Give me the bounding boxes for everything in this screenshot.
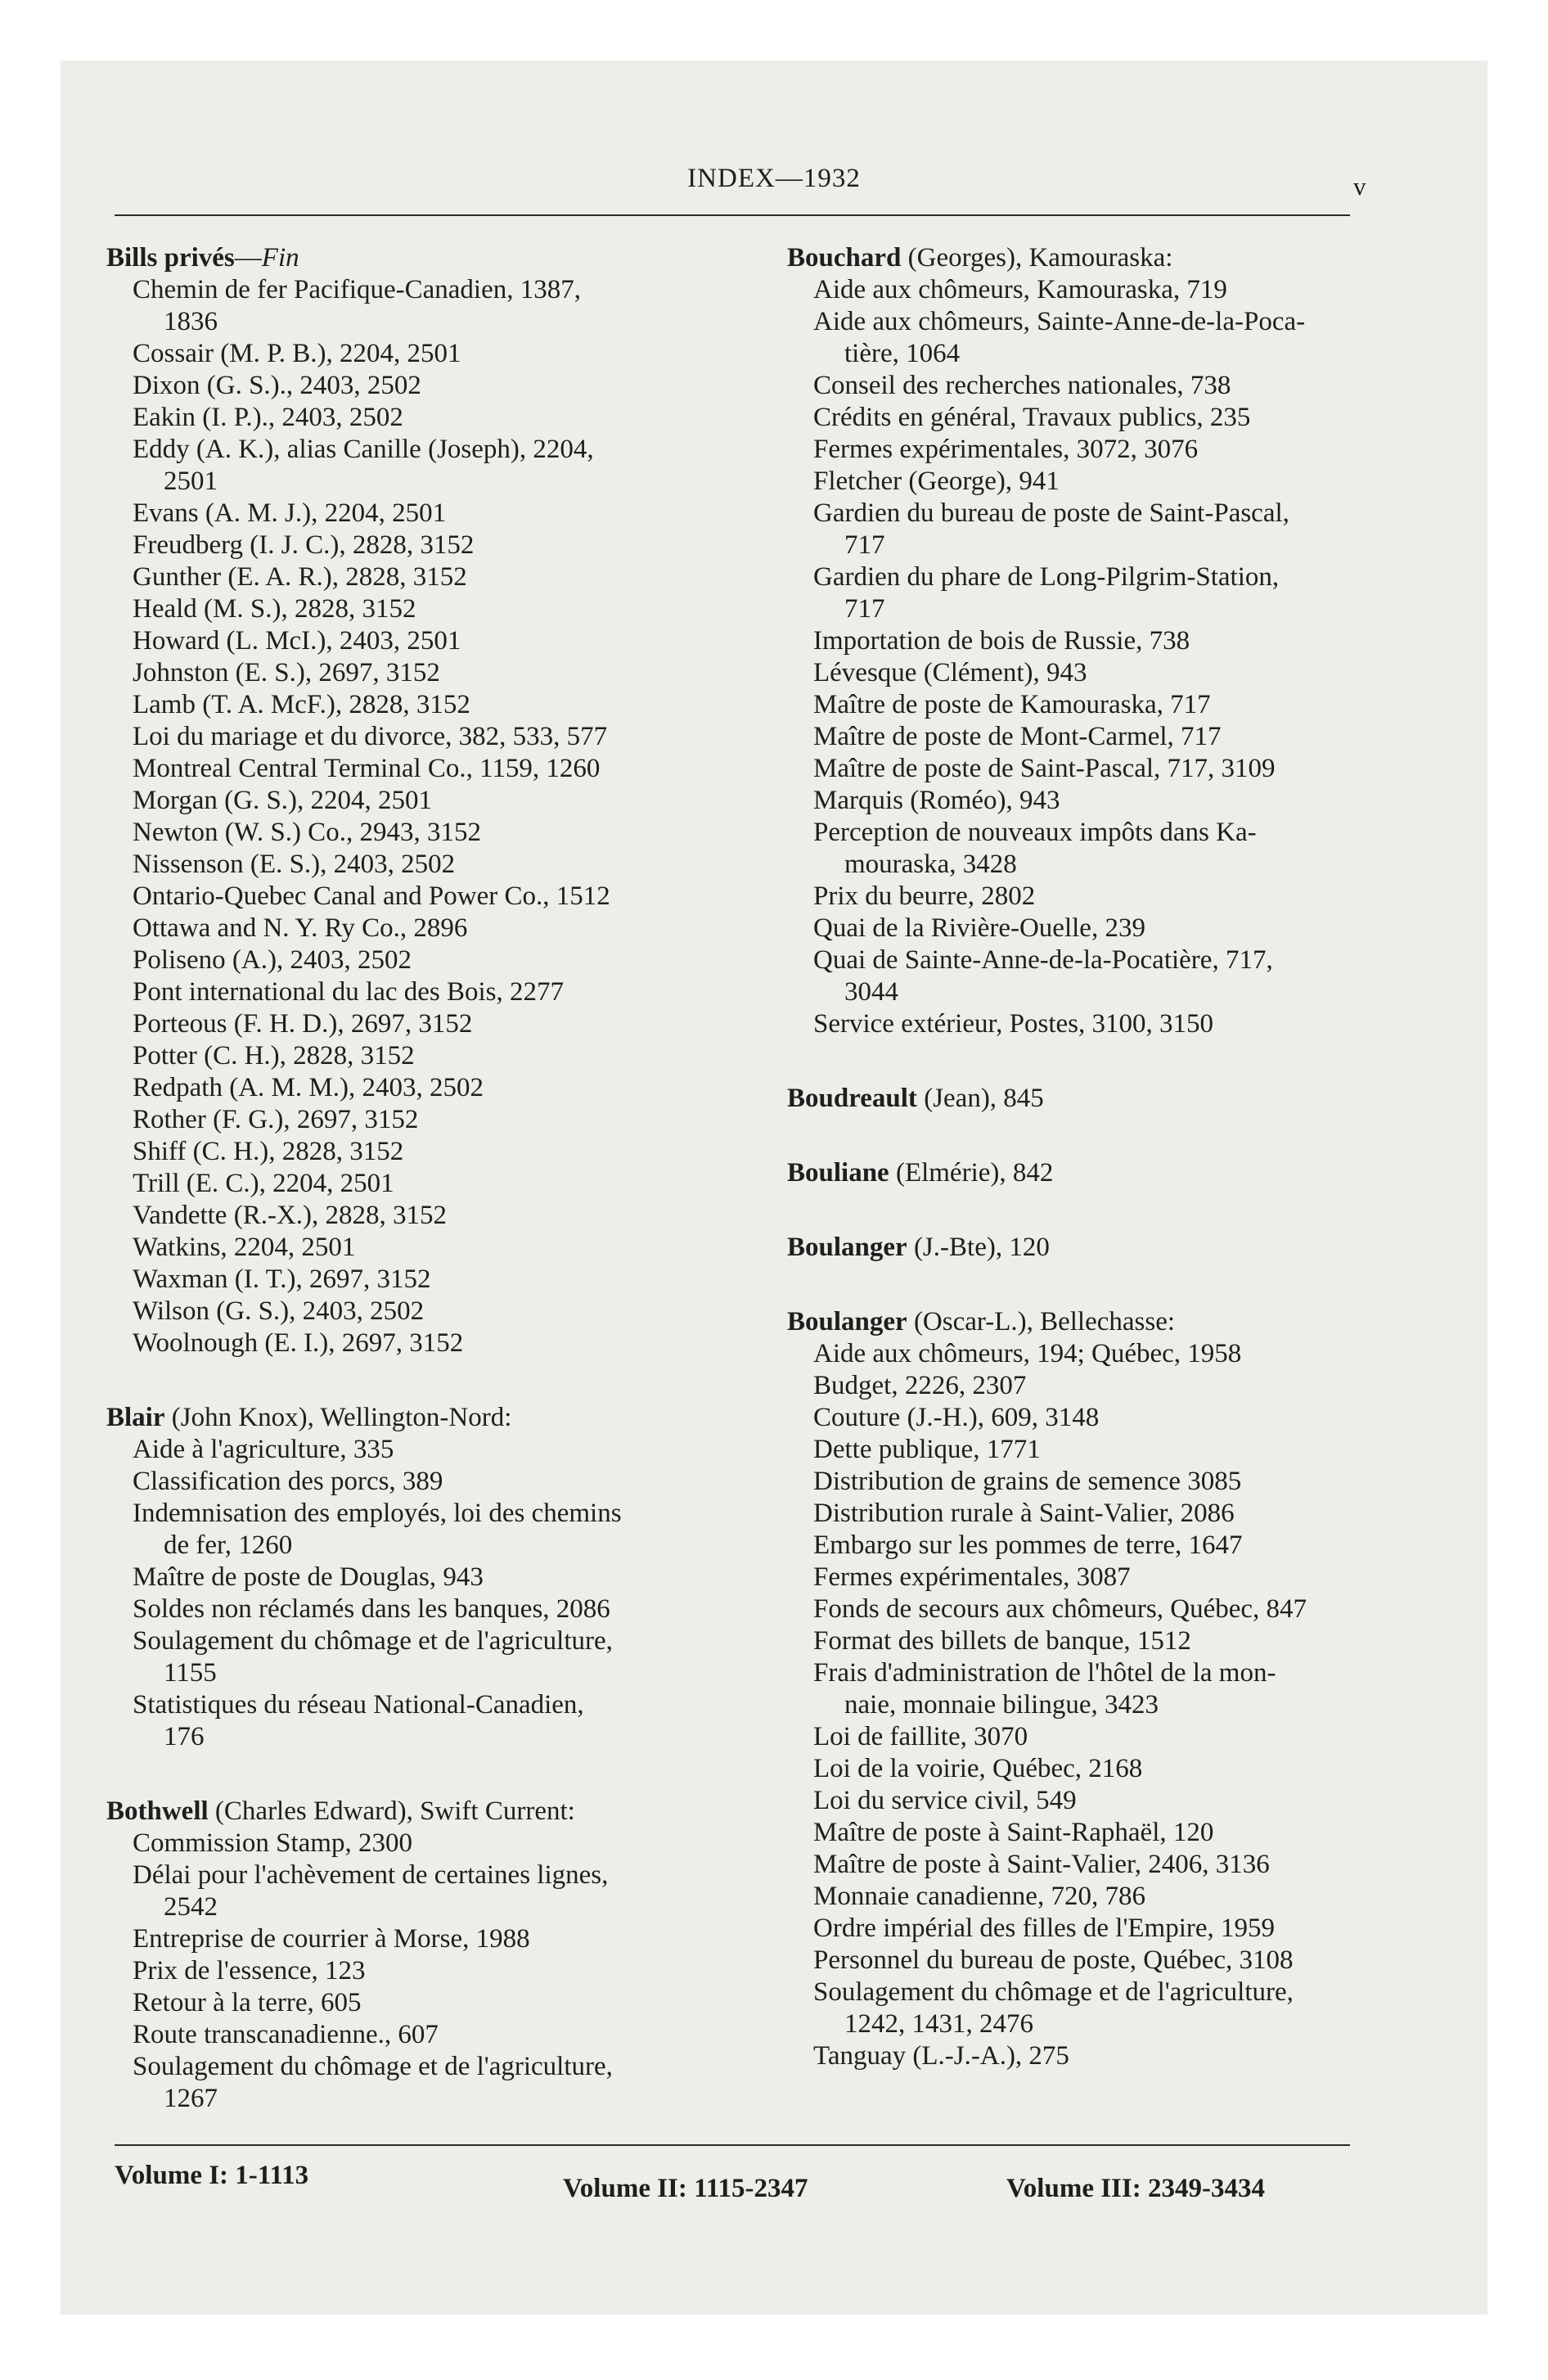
index-entry-text: Prix du beurre, 2802 bbox=[813, 881, 1036, 911]
bills-list bbox=[106, 274, 728, 1359]
index-entry-text: Budget, 2226, 2307 bbox=[813, 1371, 1027, 1400]
index-entry-text: Gunther (E. A. R.), 2828, 3152 bbox=[133, 562, 467, 592]
index-entry bbox=[106, 498, 728, 530]
bills-heading-bold: Bills privés bbox=[106, 243, 235, 273]
index-entry-text: Monnaie canadienne, 720, 786 bbox=[813, 1882, 1145, 1911]
index-entry-text: Woolnough (E. I.), 2697, 3152 bbox=[133, 1328, 464, 1358]
index-entry bbox=[787, 913, 1409, 944]
index-entry bbox=[787, 1785, 1409, 1817]
index-entry-text: Commission Stamp, 2300 bbox=[133, 1828, 412, 1858]
index-entry-text: Loi de la voirie, Québec, 2168 bbox=[813, 1754, 1143, 1783]
index-entry bbox=[787, 1657, 1409, 1721]
index-entry bbox=[106, 274, 728, 338]
index-entry-text: Maître de poste à Saint-Valier, 2406, 3136 bbox=[813, 1850, 1270, 1879]
index-entry bbox=[787, 689, 1409, 721]
index-entry-text: Montreal Central Terminal Co., 1159, 1260 bbox=[133, 754, 601, 783]
index-entry bbox=[106, 849, 728, 881]
index-entry bbox=[787, 944, 1409, 1008]
index-entry bbox=[106, 1955, 728, 1987]
index-entry bbox=[787, 721, 1409, 753]
index-entry-text: Trill (E. C.), 2204, 2501 bbox=[133, 1169, 394, 1198]
index-entry bbox=[787, 1977, 1409, 2040]
index-entry-continuation: 1267 bbox=[164, 2084, 218, 2113]
index-entry-text: Morgan (G. S.), 2204, 2501 bbox=[133, 786, 433, 815]
index-entry-text: Perception de nouveaux impôts dans Ka- bbox=[813, 818, 1257, 847]
index-entry bbox=[787, 1466, 1409, 1498]
bills-heading bbox=[106, 242, 728, 274]
index-entry bbox=[787, 1434, 1409, 1466]
index-entry bbox=[106, 1264, 728, 1296]
index-entry-text: Gardien du phare de Long-Pilgrim-Station, bbox=[813, 562, 1280, 592]
index-entry bbox=[106, 1072, 728, 1104]
index-entry-text: Ordre impérial des filles de l'Empire, 1959 bbox=[813, 1913, 1276, 1943]
index-entry bbox=[787, 1817, 1409, 1849]
index-entry-text: Loi de faillite, 3070 bbox=[813, 1722, 1028, 1751]
index-entry-text: Maître de poste de Douglas, 943 bbox=[133, 1562, 484, 1592]
index-entry-text: Embargo sur les pommes de terre, 1647 bbox=[813, 1530, 1243, 1560]
index-entry bbox=[106, 2019, 728, 2051]
index-entry-text: Prix de l'essence, 123 bbox=[133, 1956, 366, 1986]
index-entry-text: Loi du service civil, 549 bbox=[813, 1786, 1077, 1815]
index-entry-continuation: 2542 bbox=[164, 1892, 218, 1922]
index-entry bbox=[106, 817, 728, 849]
index-entry-text: Wilson (G. S.), 2403, 2502 bbox=[133, 1296, 425, 1326]
index-entry-text: Howard (L. McI.), 2403, 2501 bbox=[133, 626, 461, 656]
left-column bbox=[106, 242, 728, 2115]
index-entry bbox=[106, 1562, 728, 1593]
index-entry bbox=[106, 1689, 728, 1753]
index-entry bbox=[106, 1327, 728, 1359]
index-entry-text: Pont international du lac des Bois, 2277 bbox=[133, 977, 565, 1007]
index-entry bbox=[787, 625, 1409, 657]
blair-heading bbox=[106, 1402, 728, 1434]
index-entry bbox=[106, 1923, 728, 1955]
index-entry bbox=[787, 370, 1409, 402]
index-entry-text: Lévesque (Clément), 943 bbox=[813, 658, 1087, 687]
index-entry-continuation: tière, 1064 bbox=[844, 339, 961, 368]
boudreault-name: Boudreault bbox=[787, 1084, 917, 1113]
index-entry-text: Aide aux chômeurs, Kamouraska, 719 bbox=[813, 275, 1227, 304]
index-entry-text: Aide à l'agriculture, 335 bbox=[133, 1435, 394, 1464]
index-entry-text: Importation de bois de Russie, 738 bbox=[813, 626, 1190, 656]
index-entry-text: Soulagement du chômage et de l'agriculture, bbox=[813, 1977, 1294, 2007]
index-entry bbox=[106, 689, 728, 721]
bouchard-rest: (Georges), Kamouraska: bbox=[901, 243, 1173, 273]
index-entry bbox=[106, 530, 728, 561]
index-entry-text: Watkins, 2204, 2501 bbox=[133, 1233, 356, 1262]
index-entry bbox=[787, 1593, 1409, 1625]
index-entry-text: Freudberg (I. J. C.), 2828, 3152 bbox=[133, 530, 475, 560]
index-entry bbox=[787, 1530, 1409, 1562]
index-entry-text: Soldes non réclamés dans les banques, 2086 bbox=[133, 1594, 610, 1624]
index-entry-continuation: 717 bbox=[844, 594, 885, 624]
index-entry-text: Soulagement du chômage et de l'agriculture, bbox=[133, 1626, 613, 1656]
index-entry bbox=[106, 944, 728, 976]
blair-name: Blair bbox=[106, 1403, 165, 1432]
index-entry-text: Gardien du bureau de poste de Saint-Pascal, bbox=[813, 498, 1289, 528]
index-entry-text: Aide aux chômeurs, 194; Québec, 1958 bbox=[813, 1339, 1242, 1368]
index-entry bbox=[787, 1721, 1409, 1753]
index-entry-text: Loi du mariage et du divorce, 382, 533, 577 bbox=[133, 722, 608, 751]
volume-3-range: Volume III: 2349-3434 bbox=[1006, 2174, 1265, 2203]
index-entry bbox=[787, 434, 1409, 466]
index-entry-text: Frais d'administration de l'hôtel de la mon- bbox=[813, 1658, 1276, 1688]
bothwell-heading bbox=[106, 1796, 728, 1828]
boulanger-oscar-rest: (Oscar-L.), Bellechasse: bbox=[907, 1307, 1176, 1336]
index-entry-text: Retour à la terre, 605 bbox=[133, 1988, 362, 2017]
index-entry bbox=[106, 657, 728, 689]
index-entry bbox=[787, 1881, 1409, 1913]
boudreault-rest: (Jean), 845 bbox=[916, 1084, 1044, 1113]
index-entry bbox=[106, 721, 728, 753]
index-entry-text: Porteous (F. H. D.), 2697, 3152 bbox=[133, 1009, 473, 1039]
index-entry-text: Aide aux chômeurs, Sainte-Anne-de-la-Poca- bbox=[813, 307, 1306, 336]
index-entry-text: Poliseno (A.), 2403, 2502 bbox=[133, 945, 412, 975]
boulanger-jbte-heading bbox=[787, 1232, 1409, 1264]
right-column bbox=[787, 242, 1409, 2072]
index-entry bbox=[106, 561, 728, 593]
bothwell-list bbox=[106, 1828, 728, 2115]
index-entry bbox=[106, 753, 728, 785]
bouchard-heading bbox=[787, 242, 1409, 274]
index-entry bbox=[106, 1136, 728, 1168]
index-entry-text: Délai pour l'achèvement de certaines lignes, bbox=[133, 1860, 609, 1890]
index-entry-text: Distribution de grains de semence 3085 bbox=[813, 1467, 1242, 1496]
index-entry-text: Dette publique, 1771 bbox=[813, 1435, 1041, 1464]
index-entry-text: Crédits en général, Travaux publics, 235 bbox=[813, 403, 1251, 432]
index-entry-text: Route transcanadienne., 607 bbox=[133, 2020, 439, 2049]
index-entry bbox=[106, 1008, 728, 1040]
index-entry-text: Johnston (E. S.), 2697, 3152 bbox=[133, 658, 440, 687]
index-entry-text: Personnel du bureau de poste, Québec, 3108 bbox=[813, 1945, 1294, 1975]
index-entry bbox=[787, 2040, 1409, 2072]
index-entry-text: Conseil des recherches nationales, 738 bbox=[813, 371, 1231, 400]
bothwell-name: Bothwell bbox=[106, 1796, 209, 1826]
index-entry bbox=[106, 625, 728, 657]
index-entry-continuation: 2501 bbox=[164, 467, 218, 496]
footer-rule bbox=[115, 2144, 1350, 2146]
index-entry bbox=[787, 1753, 1409, 1785]
index-entry-text: Fonds de secours aux chômeurs, Québec, 847 bbox=[813, 1594, 1307, 1624]
index-entry bbox=[106, 338, 728, 370]
bouliane-name: Bouliane bbox=[787, 1158, 889, 1188]
index-entry bbox=[787, 306, 1409, 370]
header-rule bbox=[115, 214, 1350, 216]
index-entry-text: Quai de la Rivière-Ouelle, 239 bbox=[813, 913, 1145, 943]
index-entry-text: Maître de poste de Saint-Pascal, 717, 3109 bbox=[813, 754, 1276, 783]
index-entry-text: Distribution rurale à Saint-Valier, 2086 bbox=[813, 1499, 1235, 1528]
index-entry bbox=[106, 1200, 728, 1232]
index-entry-text: Fermes expérimentales, 3087 bbox=[813, 1562, 1131, 1592]
index-entry bbox=[787, 785, 1409, 817]
index-entry bbox=[787, 1625, 1409, 1657]
index-entry bbox=[106, 1040, 728, 1072]
index-entry bbox=[787, 1370, 1409, 1402]
index-entry bbox=[106, 1828, 728, 1859]
bouchard-list bbox=[787, 274, 1409, 1040]
bouliane-heading bbox=[787, 1157, 1409, 1189]
index-entry bbox=[787, 274, 1409, 306]
index-entry-text: Redpath (A. M. M.), 2403, 2502 bbox=[133, 1073, 484, 1102]
index-entry bbox=[106, 1466, 728, 1498]
index-entry-continuation: 1242, 1431, 2476 bbox=[844, 2009, 1033, 2039]
index-entry-text: Quai de Sainte-Anne-de-la-Pocatière, 717, bbox=[813, 945, 1273, 975]
index-entry-text: Classification des porcs, 389 bbox=[133, 1467, 443, 1496]
index-entry-text: Rother (F. G.), 2697, 3152 bbox=[133, 1105, 419, 1134]
index-entry-text: Format des billets de banque, 1512 bbox=[813, 1626, 1191, 1656]
bills-heading-dash: — bbox=[234, 243, 262, 273]
index-entry bbox=[106, 593, 728, 625]
blair-rest: (John Knox), Wellington-Nord: bbox=[164, 1403, 512, 1432]
bills-heading-italic: Fin bbox=[261, 243, 299, 273]
blair-list bbox=[106, 1434, 728, 1753]
index-entry-text: Tanguay (L.-J.-A.), 275 bbox=[813, 2041, 1069, 2071]
index-entry-continuation: 1155 bbox=[164, 1658, 217, 1688]
boudreault-heading bbox=[787, 1083, 1409, 1115]
index-entry bbox=[787, 402, 1409, 434]
index-entry bbox=[787, 498, 1409, 561]
index-entry bbox=[787, 466, 1409, 498]
index-entry bbox=[106, 785, 728, 817]
index-entry-text: Service extérieur, Postes, 3100, 3150 bbox=[813, 1009, 1213, 1039]
index-entry-text: Couture (J.-H.), 609, 3148 bbox=[813, 1403, 1100, 1432]
index-entry bbox=[787, 1945, 1409, 1977]
index-entry-text: Fermes expérimentales, 3072, 3076 bbox=[813, 435, 1199, 464]
index-entry bbox=[787, 1498, 1409, 1530]
index-entry-text: Eakin (I. P.)., 2403, 2502 bbox=[133, 403, 403, 432]
index-entry bbox=[787, 1913, 1409, 1945]
index-entry-text: Cossair (M. P. B.), 2204, 2501 bbox=[133, 339, 461, 368]
index-entry-text: Entreprise de courrier à Morse, 1988 bbox=[133, 1924, 530, 1954]
index-entry bbox=[106, 1434, 728, 1466]
index-entry bbox=[106, 370, 728, 402]
boulanger-oscar-list bbox=[787, 1338, 1409, 2072]
index-entry bbox=[106, 976, 728, 1008]
index-entry bbox=[787, 1562, 1409, 1593]
index-entry bbox=[787, 561, 1409, 625]
index-entry bbox=[787, 1402, 1409, 1434]
index-entry-text: Potter (C. H.), 2828, 3152 bbox=[133, 1041, 415, 1071]
index-entry-text: Newton (W. S.) Co., 2943, 3152 bbox=[133, 818, 481, 847]
index-entry-text: Vandette (R.-X.), 2828, 3152 bbox=[133, 1201, 448, 1230]
index-entry-text: Heald (M. S.), 2828, 3152 bbox=[133, 594, 416, 624]
boulanger-oscar-name: Boulanger bbox=[787, 1307, 907, 1336]
page-number: v bbox=[1353, 172, 1366, 201]
index-entry-text: Maître de poste à Saint-Raphaël, 120 bbox=[813, 1818, 1214, 1847]
page-title: INDEX—1932 bbox=[687, 164, 861, 193]
bouliane-rest: (Elmérie), 842 bbox=[889, 1158, 1054, 1188]
boulanger-jbte-name: Boulanger bbox=[787, 1233, 907, 1262]
index-entry bbox=[106, 1232, 728, 1264]
index-entry-continuation: 717 bbox=[844, 530, 885, 560]
index-entry-text: Soulagement du chômage et de l'agriculture, bbox=[133, 2052, 613, 2081]
index-entry bbox=[106, 402, 728, 434]
index-entry-text: Maître de poste de Mont-Carmel, 717 bbox=[813, 722, 1222, 751]
index-entry-text: Ontario-Quebec Canal and Power Co., 1512 bbox=[133, 881, 610, 911]
index-entry-text: Nissenson (E. S.), 2403, 2502 bbox=[133, 850, 456, 879]
index-entry bbox=[106, 1625, 728, 1689]
index-entry bbox=[787, 881, 1409, 913]
index-entry-text: Lamb (T. A. McF.), 2828, 3152 bbox=[133, 690, 470, 719]
index-entry-text: Dixon (G. S.)., 2403, 2502 bbox=[133, 371, 421, 400]
index-entry-text: Maître de poste de Kamouraska, 717 bbox=[813, 690, 1211, 719]
index-entry-text: Shiff (C. H.), 2828, 3152 bbox=[133, 1137, 404, 1166]
index-entry-continuation: 3044 bbox=[844, 977, 898, 1007]
index-entry bbox=[106, 1498, 728, 1562]
index-entry-text: Evans (A. M. J.), 2204, 2501 bbox=[133, 498, 447, 528]
index-entry-continuation: de fer, 1260 bbox=[164, 1530, 293, 1560]
index-entry bbox=[106, 1593, 728, 1625]
index-entry-text: Waxman (I. T.), 2697, 3152 bbox=[133, 1264, 431, 1294]
bothwell-rest: (Charles Edward), Swift Current: bbox=[208, 1796, 575, 1826]
index-entry bbox=[787, 817, 1409, 881]
index-entry bbox=[787, 753, 1409, 785]
index-entry bbox=[106, 1296, 728, 1327]
index-entry-continuation: mouraska, 3428 bbox=[844, 850, 1017, 879]
index-entry bbox=[106, 913, 728, 944]
boulanger-jbte-rest: (J.-Bte), 120 bbox=[907, 1233, 1050, 1262]
volume-1-range: Volume I: 1-1113 bbox=[115, 2161, 309, 2190]
index-entry-text: Marquis (Roméo), 943 bbox=[813, 786, 1060, 815]
index-entry bbox=[787, 657, 1409, 689]
index-entry bbox=[106, 1168, 728, 1200]
index-entry bbox=[106, 881, 728, 913]
index-entry bbox=[106, 1987, 728, 2019]
index-entry bbox=[106, 1104, 728, 1136]
index-entry bbox=[787, 1008, 1409, 1040]
bouchard-name: Bouchard bbox=[787, 243, 902, 273]
volume-2-range: Volume II: 1115-2347 bbox=[563, 2174, 808, 2203]
index-entry bbox=[787, 1849, 1409, 1881]
index-entry-text: Statistiques du réseau National-Canadien, bbox=[133, 1690, 584, 1720]
index-entry-text: Fletcher (George), 941 bbox=[813, 467, 1060, 496]
index-entry-text: Chemin de fer Pacifique-Canadien, 1387, bbox=[133, 275, 581, 304]
index-entry bbox=[787, 1338, 1409, 1370]
index-entry bbox=[106, 434, 728, 498]
index-entry-text: Ottawa and N. Y. Ry Co., 2896 bbox=[133, 913, 468, 943]
index-entry-continuation: 176 bbox=[164, 1722, 205, 1751]
index-entry-continuation: naie, monnaie bilingue, 3423 bbox=[844, 1690, 1159, 1720]
index-entry-text: Indemnisation des employés, loi des chemins bbox=[133, 1499, 622, 1528]
index-entry bbox=[106, 2051, 728, 2115]
index-entry bbox=[106, 1859, 728, 1923]
index-entry-text: Eddy (A. K.), alias Canille (Joseph), 2204, bbox=[133, 435, 594, 464]
boulanger-oscar-heading bbox=[787, 1306, 1409, 1338]
index-entry-continuation: 1836 bbox=[164, 307, 218, 336]
